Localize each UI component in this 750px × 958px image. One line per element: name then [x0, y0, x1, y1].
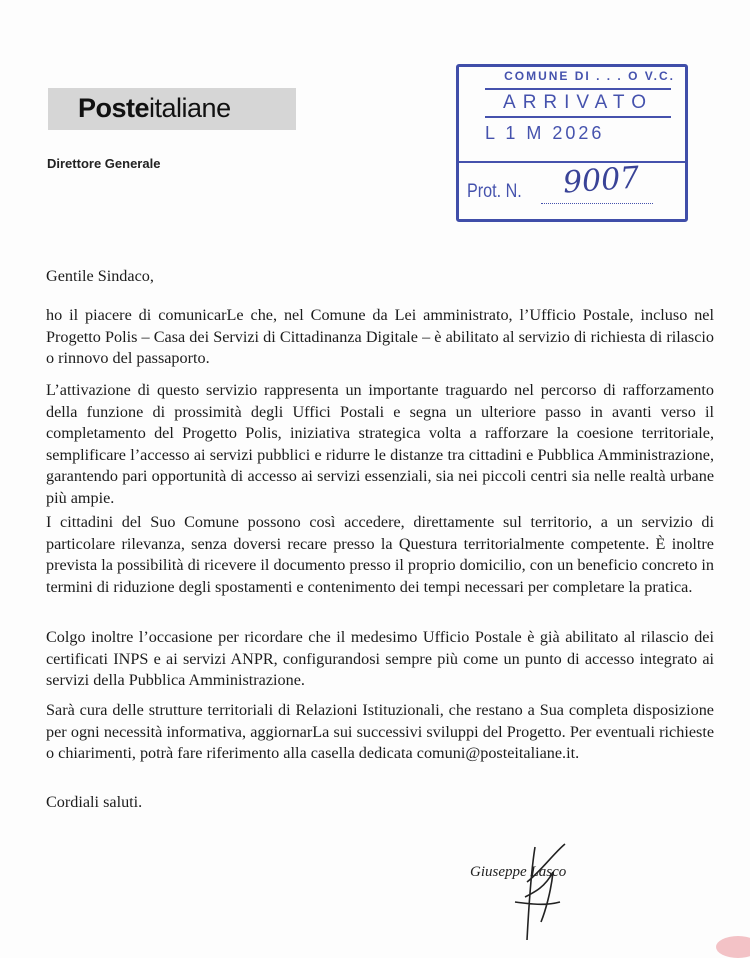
page-corner-mark	[716, 936, 750, 958]
letter-paragraph: ho il piacere di comunicarLe che, nel Comune da Lei amministrato, l’Ufficio Postale, incluso nel Progetto Polis – Casa dei Servizi di Cittadinanza Digitale – è abilitato al servizio di richiesta di rilascio o rinnovo del passaporto.	[46, 306, 714, 367]
stamp-protocol-label: Prot. N.	[467, 181, 522, 202]
arrival-stamp	[456, 64, 688, 222]
letter-closing: Cordiali saluti.	[46, 793, 143, 811]
sender-title: Direttore Generale	[47, 156, 161, 171]
letter-paragraph: Colgo inoltre l’occasione per ricordare che il medesimo Ufficio Postale è già abilitato al rilascio dei certificati INPS e ai servizi ANPR, configurandosi sempre più come un punto di accesso integrato ai servizi della Pubblica Amministrazione.	[46, 628, 714, 689]
poste-italiane-logo: Posteitaliane	[78, 93, 231, 123]
stamp-protocol-number: 9007	[561, 160, 641, 201]
stamp-protocol-line	[541, 203, 653, 204]
letter-paragraph: L’attivazione di questo servizio rappresenta un importante traguardo nel percorso di rafforzamento della funzione di prossimità degli Uffici Postali e segna un ulteriore passo in avanti verso il completamento del Progetto Polis, iniziativa strategica volta a rafforzare la coesione territoriale, semplificare l’accesso ai servizi pubblici e ridurre le distanze tra cittadini e Pubblica Amministrazione, garantendo pari opportunità di accesso ai servizi essenziali, sia nei piccoli centri sia nelle realtà urbane più ampie.	[46, 381, 714, 507]
stamp-divider	[459, 161, 685, 163]
stamp-arrivato: ARRIVATO	[485, 88, 671, 118]
handwritten-signature	[505, 842, 575, 942]
letter-salutation: Gentile Sindaco,	[46, 267, 154, 285]
stamp-date: L 1 M 2026	[485, 123, 605, 143]
signature-name: Giuseppe Lasco	[470, 864, 567, 880]
letter-paragraph: I cittadini del Suo Comune possono così accedere, direttamente sul territorio, a un servizio di particolare rilevanza, senza doversi recare presso la Questura territorialmente competente. È inoltre prevista la possibilità di ricevere il documento presso il proprio domicilio, con un beneficio concreto in termini di riduzione degli spostamenti e contenimento dei tempi necessari per completare la pratica.	[46, 513, 715, 596]
stamp-municipality-line: COMUNE DI . . . O V.C.	[504, 69, 675, 83]
letter-paragraph: Sarà cura delle strutture territoriali di Relazioni Istituzionali, che restano a Sua completa disposizione per ogni necessità informativa, aggiornarLa sui successivi sviluppi del Progetto. Per eventuali richieste o chiarimenti, potrà fare riferimento alla casella dedicata comuni@posteitaliane.it.	[46, 701, 714, 762]
